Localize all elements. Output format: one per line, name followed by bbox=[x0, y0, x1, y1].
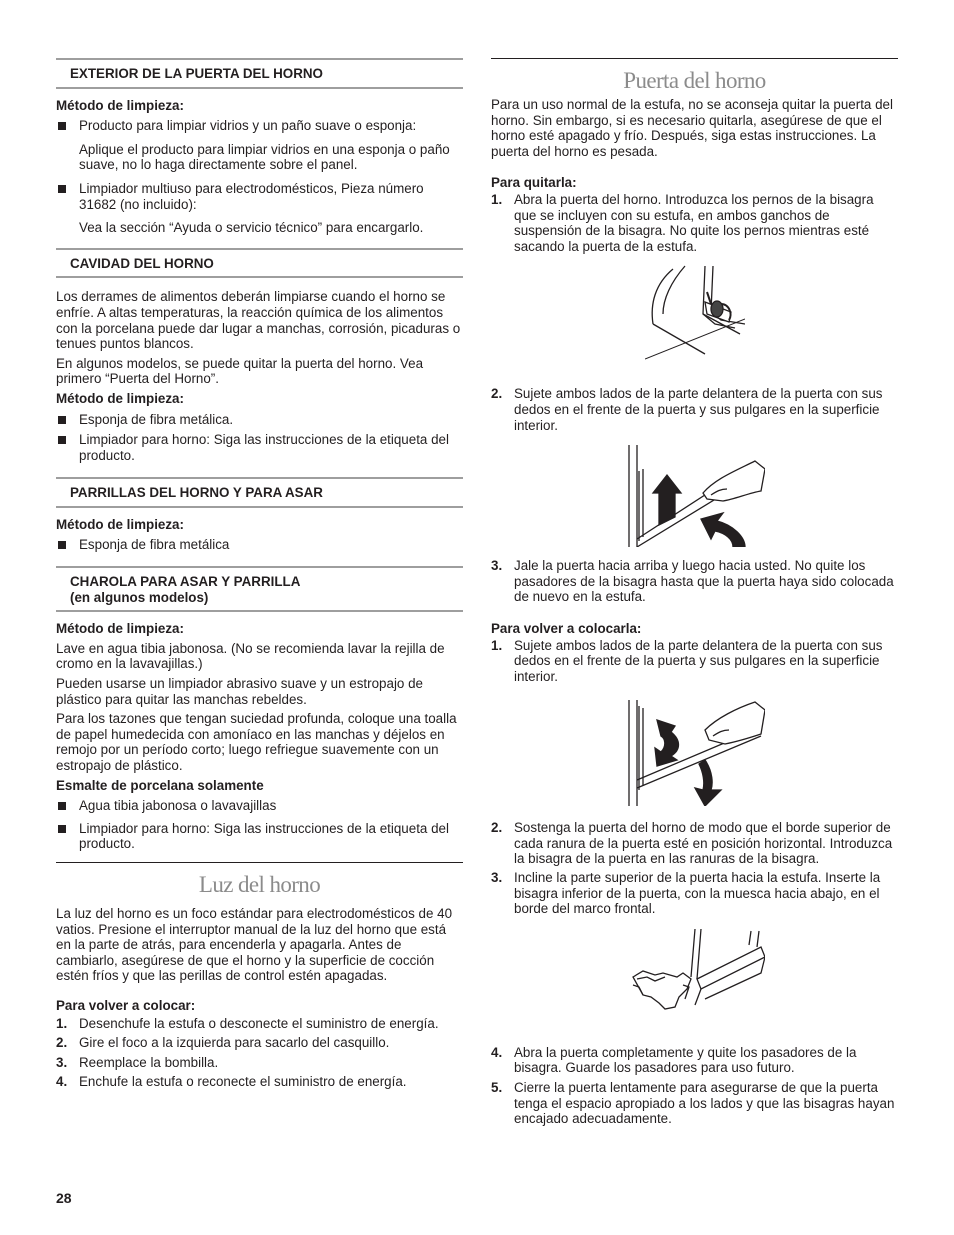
bullet-item: Limpiador para horno: Siga las instrucciones de la etiqueta del producto. bbox=[56, 821, 463, 852]
bullet-item: Esponja de fibra metálica. bbox=[56, 412, 463, 428]
list-item: 2. Sujete ambos lados de la parte delantera de la puerta con sus dedos en el frente de la puerta y sus pulgares en la superficie interior. bbox=[491, 386, 883, 433]
bullet-note: Vea la sección “Ayuda o servicio técnico” para encargarlo. bbox=[79, 220, 424, 236]
section-heading-broiler: CHAROLA PARA ASAR Y PARRILLA (en algunos modelos) bbox=[56, 566, 463, 612]
page-number: 28 bbox=[56, 1190, 72, 1206]
bullet-square-icon bbox=[58, 436, 66, 444]
remove-label: Para quitarla: bbox=[491, 175, 577, 191]
paragraph: Los derrames de alimentos deberán limpiarse cuando el horno se enfríe. A altas temperaturas, la reacción química de los alimentos con la porcelana puede dar lugar a manchas, corrosión, picaduras o tenues puntos blancos. bbox=[56, 289, 461, 352]
list-item: 2. Gire el foco a la izquierda para sacarlo del casquillo. bbox=[56, 1035, 390, 1051]
bullet-square-icon bbox=[58, 802, 66, 810]
bullet-item: Agua tibia jabonosa o lavavajillas bbox=[56, 798, 463, 814]
list-item: 3. Reemplace la bombilla. bbox=[56, 1054, 219, 1070]
section-title-light: Luz del horno bbox=[198, 871, 321, 897]
method-label: Método de limpieza: bbox=[56, 516, 184, 532]
bullet-item: Limpiador para horno: Siga las instrucciones de la etiqueta del producto. bbox=[56, 432, 463, 463]
list-item: 5. Cierre la puerta lentamente para asegurarse de que la puerta tenga el espacio apropiado a los lados y que las bisagras hayan encajado adecuadamente. bbox=[491, 1080, 895, 1127]
bullet-square-icon bbox=[58, 185, 66, 193]
paragraph: Para los tazones que tengan suciedad profunda, coloque una toalla de papel humedecida con amoníaco en las manchas y déjelos en remojo por un período corto; luego refriegue suavemente con un estropajo de plástico. bbox=[56, 711, 457, 773]
method-label: Método de limpieza: bbox=[56, 390, 184, 406]
lower-hinge-illustration bbox=[625, 927, 765, 1033]
left-column bbox=[56, 58, 463, 1090]
method-label: Método de limpieza: bbox=[56, 97, 184, 113]
replace-label: Para volver a colocar: bbox=[56, 997, 196, 1013]
divider bbox=[56, 862, 463, 863]
sub-label: Esmalte de porcelana solamente bbox=[56, 777, 264, 793]
list-item: 1. Desenchufe la estufa o desconecte el suministro de energía. bbox=[56, 1015, 439, 1031]
paragraph: Lave en agua tibia jabonosa. (No se recomienda lavar la rejilla de cromo en la lavavajillas.) bbox=[56, 640, 445, 672]
list-item: 1. Sujete ambos lados de la parte delantera de la puerta con sus dedos en el frente de la puerta y sus pulgares en la superficie interior. bbox=[491, 637, 883, 684]
list-item: 3. Incline la parte superior de la puerta hacia la estufa. Inserte la bisagra inferior de la puerta, con la muesca hacia abajo, en el borde del marco frontal. bbox=[491, 870, 881, 917]
paragraph: En algunos modelos, se puede quitar la puerta del horno. Vea primero “Puerta del Horno”. bbox=[56, 355, 424, 387]
bullet-square-icon bbox=[58, 122, 66, 130]
light-steps-list bbox=[56, 1016, 463, 1090]
list-item: 4. Abra la puerta completamente y quite los pasadores de la bisagra. Guarde los pasadores para uso futuro. bbox=[491, 1044, 857, 1076]
method-label: Método de limpieza: bbox=[56, 621, 184, 637]
divider bbox=[491, 58, 898, 59]
section-heading-cavity: CAVIDAD DEL HORNO bbox=[56, 248, 463, 279]
hinge-pin-illustration bbox=[645, 264, 745, 374]
section-heading-exterior: EXTERIOR DE LA PUERTA DEL HORNO bbox=[56, 58, 463, 89]
bullet-note: Aplique el producto para limpiar vidrios en una esponja o paño suave, no lo haga directamente sobre el panel. bbox=[79, 141, 450, 173]
paragraph: La luz del horno es un foco estándar para electrodomésticos de 40 vatios. Presione el interruptor manual de la luz del horno que está en la parte de atrás, para encenderla y apagarla. Antes de cambiarlo, asegúrese de que el horno y la superficie de cocción estén fríos y que las perillas de control estén apagadas. bbox=[56, 905, 453, 984]
bullet-square-icon bbox=[58, 541, 66, 549]
list-item: 3. Jale la puerta hacia arriba y luego hacia usted. No quite los pasadores de la bisagra hasta que la puerta haya sido colocada de nuevo en la estufa. bbox=[491, 558, 894, 605]
list-item: 1. Abra la puerta del horno. Introduzca los pernos de la bisagra que se incluyen con su estufa, en ambos ganchos de suspensión de la bisagra. No quite los pernos mientras esté sacando la puerta de la estufa. bbox=[491, 191, 874, 254]
bullet-item: Limpiador multiuso para electrodomésticos, Pieza número 31682 (no incluido): bbox=[56, 181, 463, 212]
bullet-square-icon bbox=[58, 416, 66, 424]
bullet-item: Producto para limpiar vidrios y un paño suave o esponja: bbox=[56, 118, 463, 134]
door-lift-illustration bbox=[625, 441, 765, 547]
list-item: 2. Sostenga la puerta del horno de modo que el borde superior de cada ranura de la puerta esté en posición horizontal. Introduzca la bisagra de la puerta en las ranuras de la bisagra. bbox=[491, 820, 893, 867]
right-column bbox=[491, 58, 898, 1127]
paragraph: Pueden usarse un limpiador abrasivo suave y un estropajo de plástico para quitar las manchas rebeldes. bbox=[56, 676, 423, 707]
section-title-door: Puerta del horno bbox=[623, 68, 766, 93]
bullet-item: Esponja de fibra metálica bbox=[56, 537, 463, 553]
paragraph: Para un uso normal de la estufa, no se aconseja quitar la puerta del horno. Sin embargo, si es necesario quitarla, asegúrese de que el horno esté apagado y frío. Después, siga estas instrucciones. La puerta del horno es pesada. bbox=[491, 97, 893, 159]
door-insert-illustration bbox=[625, 700, 765, 806]
list-item: 4. Enchufe la estufa o reconecte el suministro de energía. bbox=[56, 1074, 407, 1090]
section-heading-racks: PARRILLAS DEL HORNO Y PARA ASAR bbox=[56, 477, 463, 508]
bullet-square-icon bbox=[58, 825, 66, 833]
replace-label: Para volver a colocarla: bbox=[491, 620, 642, 636]
